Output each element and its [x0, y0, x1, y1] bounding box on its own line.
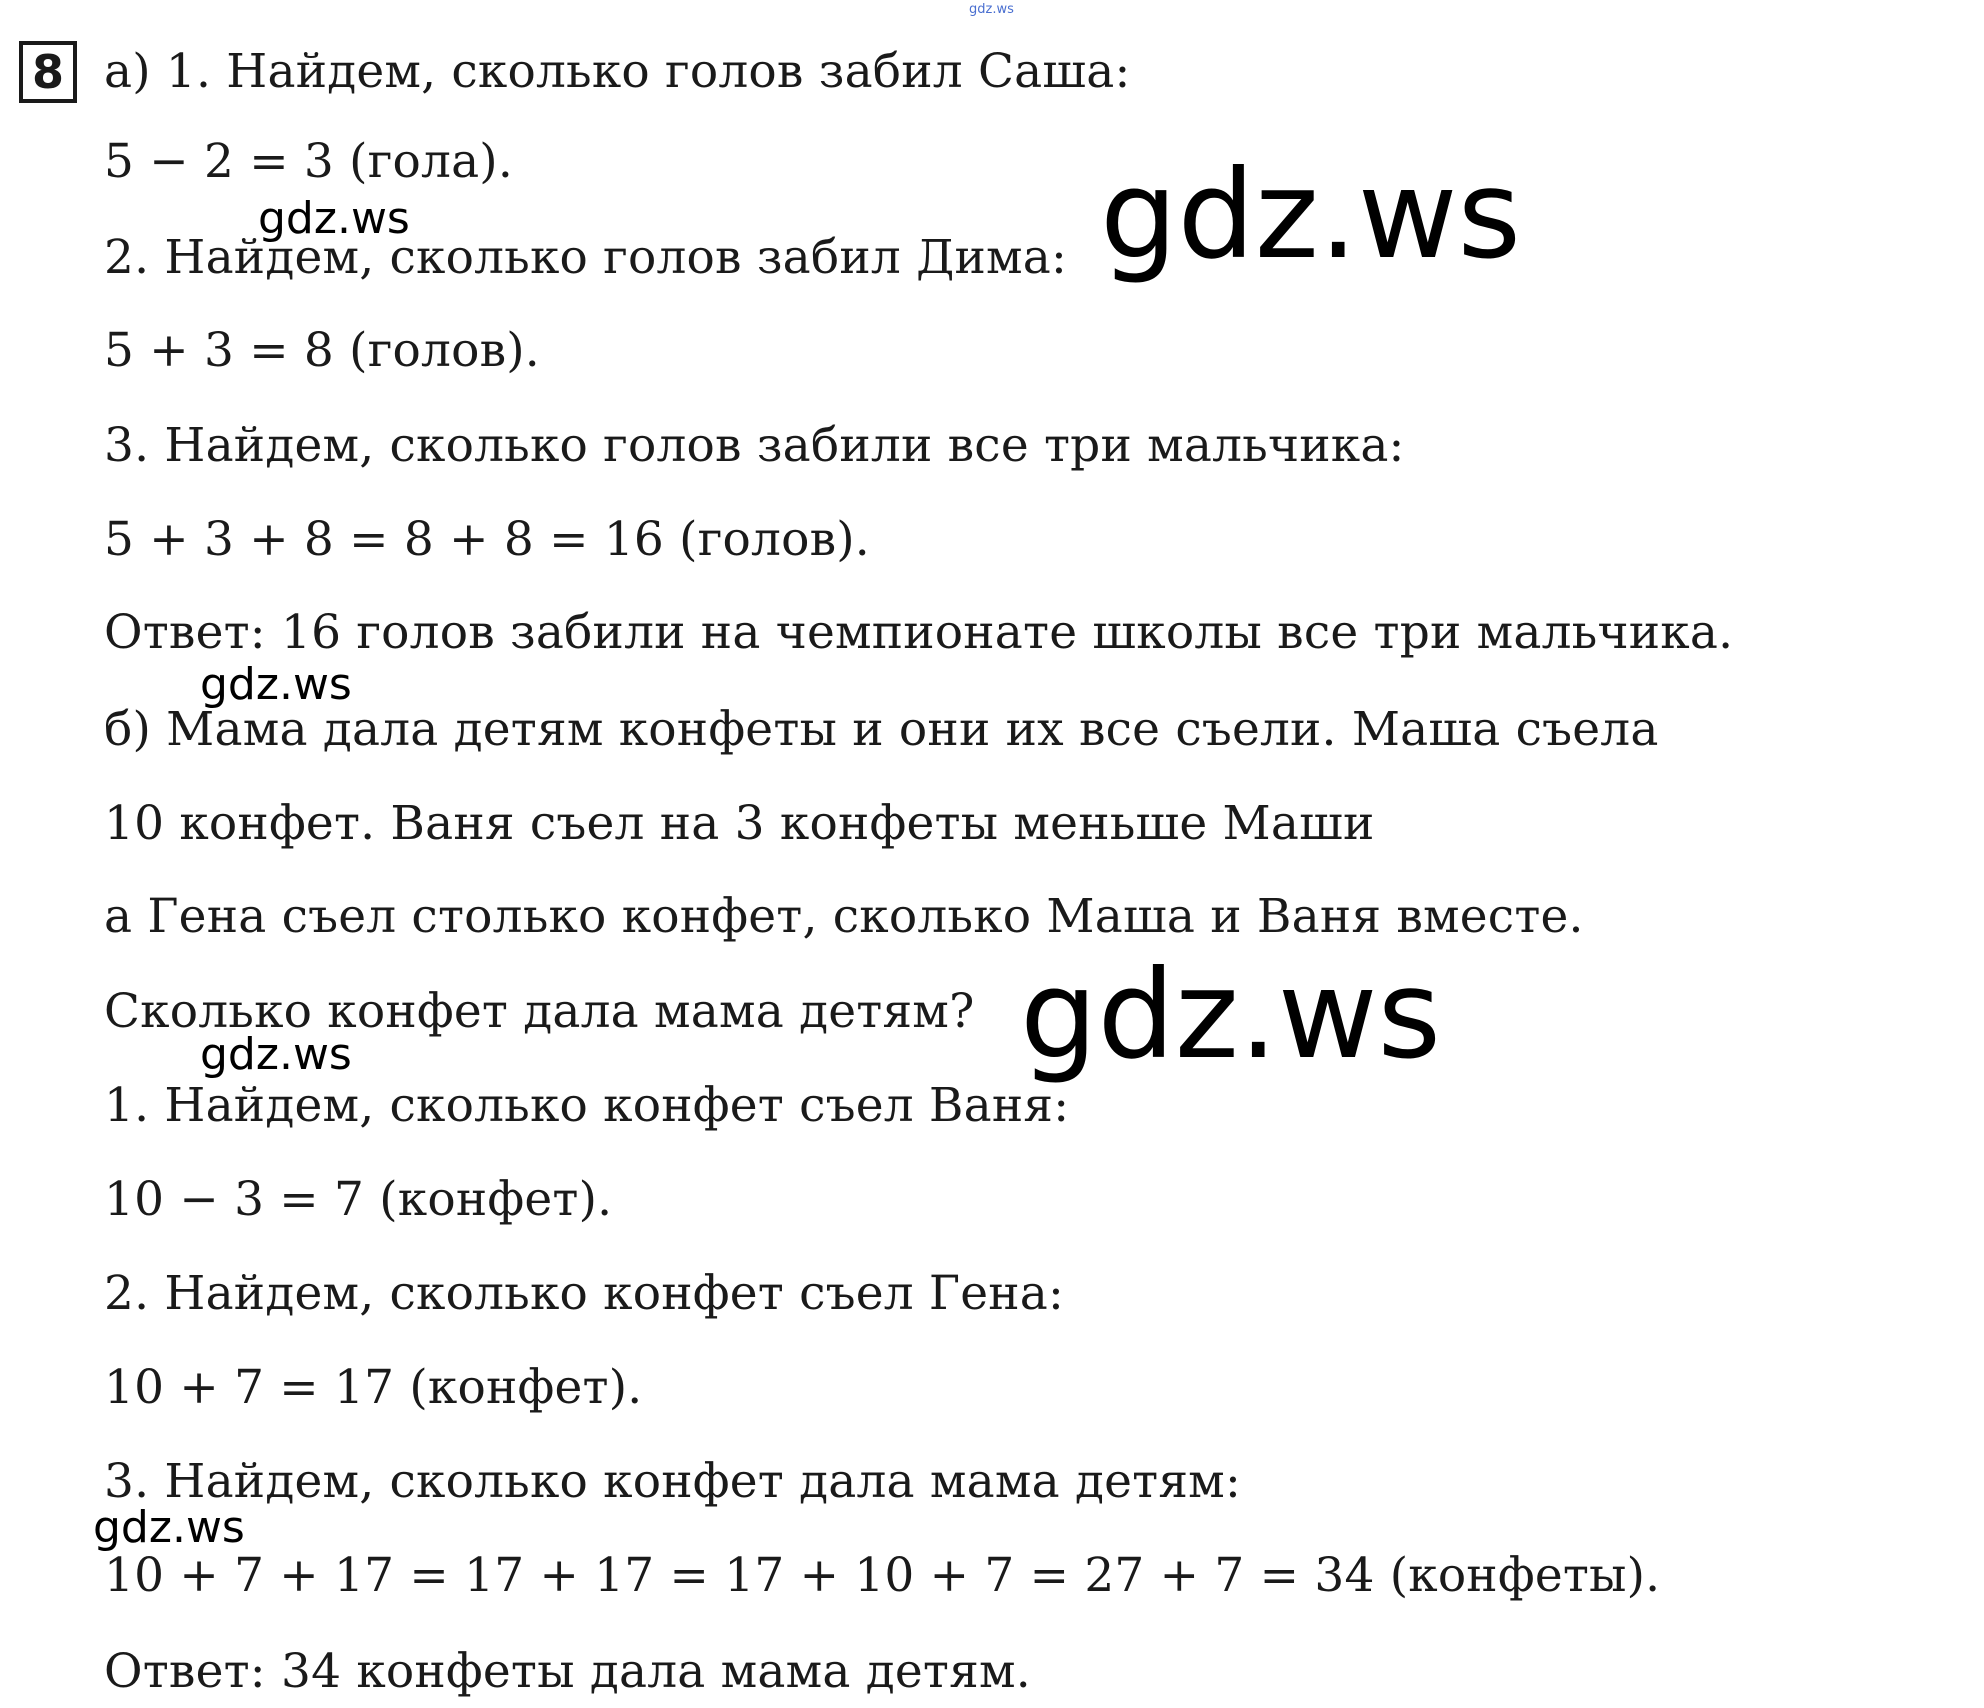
line-14: 2. Найдем, сколько конфет съел Гена: — [104, 1266, 1065, 1321]
line-7: Ответ: 16 голов забили на чемпионате школы все три мальчика. — [104, 605, 1734, 660]
line-10: а Гена съел столько конфет, сколько Маша и Ваня вместе. — [104, 889, 1584, 944]
line-13: 10 − 3 = 7 (конфет). — [104, 1172, 613, 1227]
line-12: 1. Найдем, сколько конфет съел Ваня: — [104, 1078, 1070, 1133]
watermark-big-2: gdz.ws — [1020, 944, 1442, 1086]
line-15: 10 + 7 = 17 (конфет). — [104, 1360, 643, 1415]
problem-number: 8 — [19, 41, 77, 103]
watermark-top-tiny: gdz.ws — [969, 2, 1014, 17]
line-4: 5 + 3 = 8 (голов). — [104, 323, 540, 378]
line-8: б) Мама дала детям конфеты и они их все съели. Маша съела — [104, 702, 1659, 757]
line-17: 10 + 7 + 17 = 17 + 17 = 17 + 10 + 7 = 27 + 7 = 34 (конфеты). — [104, 1548, 1661, 1603]
watermark-small-1: gdz.ws — [258, 193, 410, 244]
line-11: Сколько конфет дала мама детям? — [104, 984, 975, 1039]
line-1: а) 1. Найдем, сколько голов забил Саша: — [104, 44, 1131, 99]
line-5: 3. Найдем, сколько голов забили все три мальчика: — [104, 418, 1405, 473]
line-18: Ответ: 34 конфеты дала мама детям. — [104, 1644, 1031, 1699]
line-16: 3. Найдем, сколько конфет дала мама детям: — [104, 1454, 1241, 1509]
watermark-big-1: gdz.ws — [1100, 144, 1522, 286]
line-2: 5 − 2 = 3 (гола). — [104, 134, 513, 189]
watermark-small-2: gdz.ws — [200, 659, 352, 710]
watermark-small-4: gdz.ws — [93, 1502, 245, 1553]
line-3: 2. Найдем, сколько голов забил Дима: — [104, 230, 1068, 285]
line-9: 10 конфет. Ваня съел на 3 конфеты меньше Маши — [104, 796, 1375, 851]
watermark-small-3: gdz.ws — [200, 1029, 352, 1080]
line-6: 5 + 3 + 8 = 8 + 8 = 16 (голов). — [104, 512, 870, 567]
